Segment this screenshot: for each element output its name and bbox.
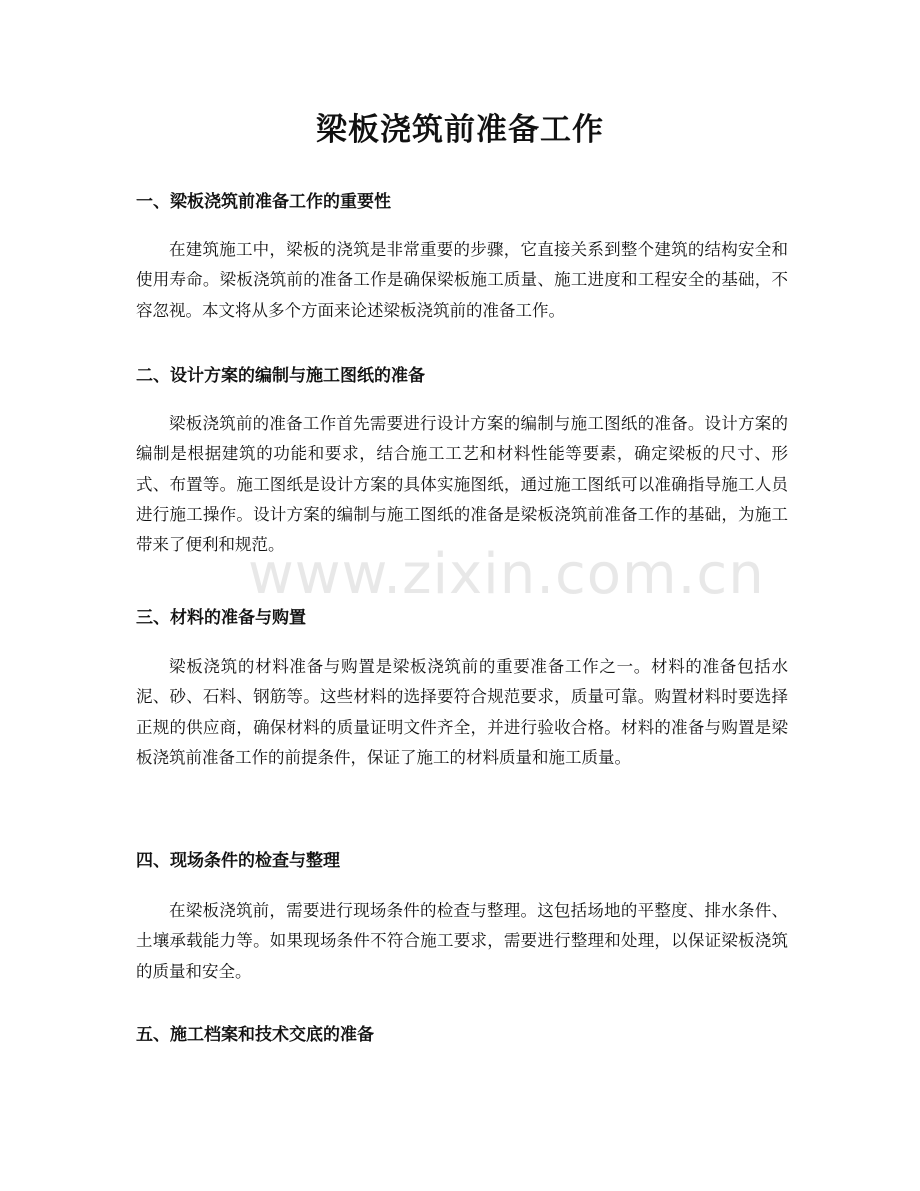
section-1-body: 在建筑施工中，梁板的浇筑是非常重要的步骤，它直接关系到整个建筑的结构安全和使用寿命。梁板浇筑前的准备工作是确保梁板施工质量、施工进度和工程安全的基础，不容忽视。本文将从多个方面来论述梁板浇筑前的准备工作。	[136, 240, 788, 320]
section-4-heading: 四、现场条件的检查与整理	[136, 851, 340, 871]
document-title: 梁板浇筑前准备工作	[316, 112, 604, 148]
section-2-body: 梁板浇筑前的准备工作首先需要进行设计方案的编制与施工图纸的准备。设计方案的编制是根据建筑的功能和要求，结合施工工艺和材料性能等要素，确定梁板的尺寸、形式、布置等。施工图纸是设计方案的具体实施图纸，通过施工图纸可以准确指导施工人员进行施工操作。设计方案的编制与施工图纸的准备是梁板浇筑前准备工作的基础，为施工带来了便利和规范。	[136, 414, 788, 555]
section-3-body: 梁板浇筑的材料准备与购置是梁板浇筑前的重要准备工作之一。材料的准备包括水泥、砂、石料、钢筋等。这些材料的选择要符合规范要求，质量可靠。购置材料时要选择正规的供应商，确保材料的质量证明文件齐全，并进行验收合格。材料的准备与购置是梁板浇筑前准备工作的前提条件，保证了施工的材料质量和施工质量。	[136, 657, 788, 767]
watermark: www.zixin.com.cn	[248, 542, 765, 607]
section-5-heading: 五、施工档案和技术交底的准备	[136, 1025, 374, 1045]
section-2-heading: 二、设计方案的编制与施工图纸的准备	[136, 366, 425, 386]
section-1-heading: 一、梁板浇筑前准备工作的重要性	[136, 192, 391, 212]
section-4-body: 在梁板浇筑前，需要进行现场条件的检查与整理。这包括场地的平整度、排水条件、土壤承载能力等。如果现场条件不符合施工要求，需要进行整理和处理，以保证梁板浇筑的质量和安全。	[136, 901, 788, 981]
section-3-heading: 三、材料的准备与购置	[136, 608, 306, 628]
